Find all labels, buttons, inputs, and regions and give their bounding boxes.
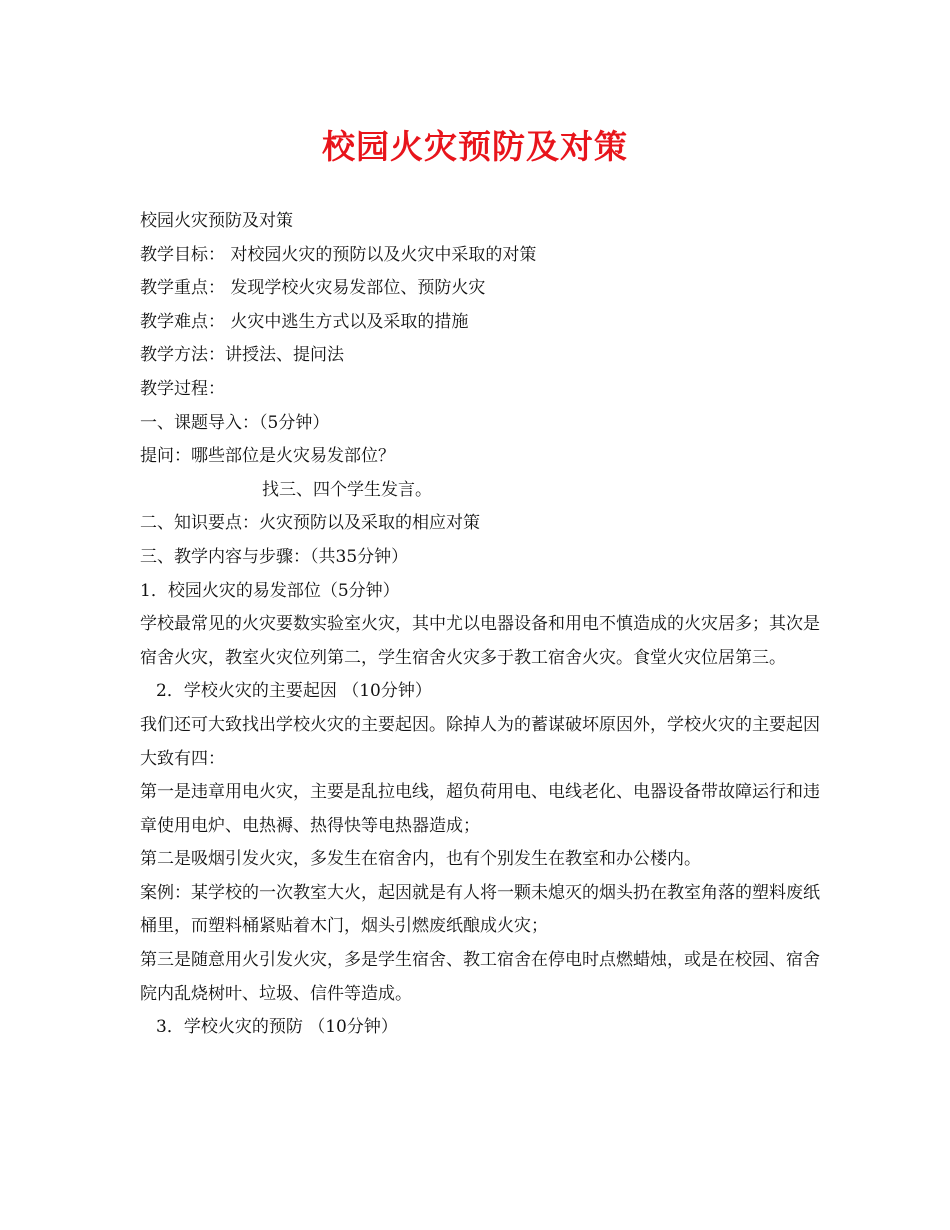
paragraph-fire-locations: 学校最常见的火灾要数实验室火灾，其中尤以电器设备和用电不慎造成的火灾居多；其次是宿舍火灾，教室火灾位列第二，学生宿舍火灾多于教工宿舍火灾。食堂火灾位居第三。 [140, 614, 820, 668]
section-one-line: 一、课题导入：（5分钟） [140, 412, 330, 433]
teaching-difficulty-line: 教学难点： 火灾中逃生方式以及采取的措施 [140, 311, 469, 332]
paragraph-cause-one: 第一是违章用电火灾，主要是乱拉电线，超负荷用电、电线老化、电器设备带故障运行和违章使用电炉、电热褥、热得快等电热器造成； [140, 782, 820, 836]
paragraph-cause-two: 第二是吸烟引发火灾，多发生在宿舍内，也有个别发生在教室和办公楼内。 [140, 849, 701, 870]
subsection-1-heading: 1．校园火灾的易发部位（5分钟） [140, 580, 400, 601]
section-two-line: 二、知识要点：火灾预防以及采取的相应对策 [140, 513, 480, 534]
document-title: 校园火灾预防及对策 [322, 127, 628, 166]
subtitle-line: 校园火灾预防及对策 [140, 211, 293, 231]
subsection-2-heading: 2．学校火灾的主要起因 （10分钟） [156, 681, 432, 702]
teaching-process-line: 教学过程： [140, 378, 225, 399]
teaching-goal-line: 教学目标： 对校园火灾的预防以及火灾中采取的对策 [140, 244, 537, 265]
question-line: 提问：哪些部位是火灾易发部位？ [140, 446, 395, 467]
teaching-focus-line: 教学重点： 发现学校火灾易发部位、预防火灾 [140, 278, 486, 299]
paragraph-case-example: 案例：某学校的一次教室大火，起因就是有人将一颗未熄灭的烟头扔在教室角落的塑料废纸桶里，而塑料桶紧贴着木门，烟头引燃废纸酿成火灾； [140, 882, 820, 937]
paragraph-main-causes-intro: 我们还可大致找出学校火灾的主要起因。除掉人为的蓄谋破坏原因外，学校火灾的主要起因大致有四： [140, 714, 820, 769]
paragraph-cause-three: 第三是随意用火引发火灾，多是学生宿舍、教工宿舍在停电时点燃蜡烛，或是在校园、宿舍院内乱烧树叶、垃圾、信件等造成。 [140, 950, 820, 1004]
subsection-3-heading: 3．学校火灾的预防 （10分钟） [156, 1017, 398, 1038]
section-three-line: 三、教学内容与步骤：（共35分钟） [140, 546, 409, 567]
student-answer-line: 找三、四个学生发言。 [262, 479, 432, 500]
document-body [140, 205, 820, 1045]
teaching-method-line: 教学方法：讲授法、提问法 [140, 345, 344, 366]
